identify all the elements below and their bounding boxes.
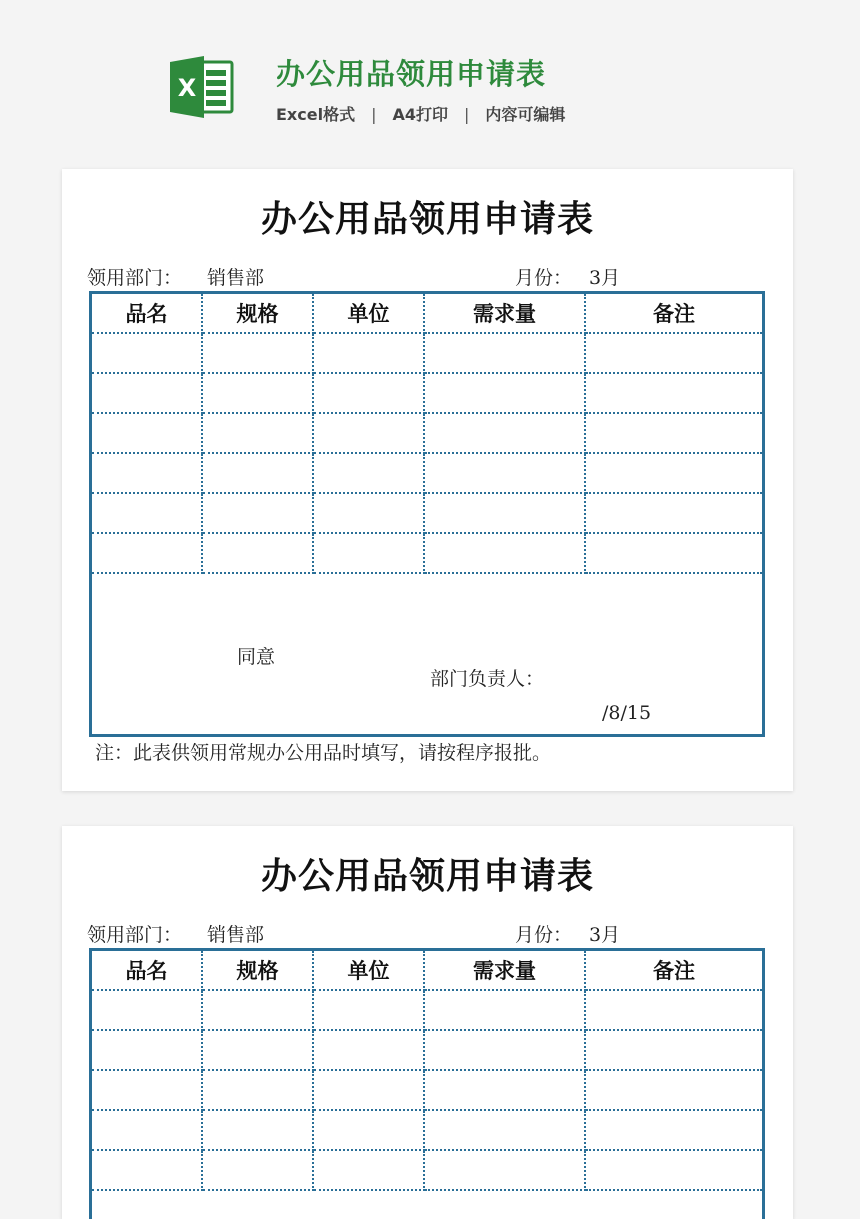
- column-header: 单位: [314, 294, 425, 334]
- table-cell[interactable]: [314, 374, 425, 414]
- table-cell[interactable]: [92, 1111, 203, 1151]
- table-cell[interactable]: [425, 991, 586, 1031]
- table-cell[interactable]: [203, 1031, 314, 1071]
- table-cell[interactable]: [586, 374, 762, 414]
- approval-area: [92, 574, 762, 734]
- form-sheet: [62, 169, 793, 791]
- column-header: 单位: [314, 951, 425, 991]
- table-cell[interactable]: [92, 454, 203, 494]
- form-note: 注：此表供领用常规办公用品时填写，请按程序报批。: [95, 742, 552, 764]
- table-cell[interactable]: [203, 991, 314, 1031]
- table-cell[interactable]: [425, 334, 586, 374]
- logo-letter: X: [177, 74, 197, 102]
- tag-separator: |: [464, 105, 470, 124]
- table-cell[interactable]: [425, 534, 586, 574]
- table-cell[interactable]: [425, 494, 586, 534]
- dept-label: 领用部门：: [87, 267, 183, 289]
- table-header-row: [92, 294, 762, 334]
- table-cell[interactable]: [203, 414, 314, 454]
- request-table: [89, 291, 765, 737]
- table-cell[interactable]: [203, 1151, 314, 1191]
- table-cell[interactable]: [314, 1151, 425, 1191]
- table-cell[interactable]: [203, 1111, 314, 1151]
- table-cell[interactable]: [92, 494, 203, 534]
- table-cell[interactable]: [314, 1071, 425, 1111]
- table-cell[interactable]: [425, 1151, 586, 1191]
- table-cell[interactable]: [314, 414, 425, 454]
- table-header-row: [92, 951, 762, 991]
- column-header: 规格: [203, 951, 314, 991]
- header-title: 办公用品领用申请表: [276, 57, 547, 91]
- dept-head-label: 部门负责人：: [430, 668, 545, 690]
- approval-date: /8/15: [602, 702, 652, 724]
- table-cell[interactable]: [203, 1071, 314, 1111]
- column-header: 备注: [586, 294, 762, 334]
- column-header: 需求量: [425, 294, 586, 334]
- table-cell[interactable]: [203, 494, 314, 534]
- table-cell[interactable]: [586, 454, 762, 494]
- column-header: 需求量: [425, 951, 586, 991]
- table-cell[interactable]: [586, 414, 762, 454]
- tag-separator: |: [371, 105, 377, 124]
- table-cell[interactable]: [586, 1151, 762, 1191]
- dept-value: 销售部: [207, 924, 265, 946]
- table-cell[interactable]: [203, 334, 314, 374]
- table-cell[interactable]: [425, 1031, 586, 1071]
- table-cell[interactable]: [314, 534, 425, 574]
- header-tags: [276, 102, 565, 125]
- table-cell[interactable]: [203, 454, 314, 494]
- table-cell[interactable]: [203, 534, 314, 574]
- approval-agree: 同意: [237, 646, 276, 668]
- excel-icon: [170, 56, 234, 118]
- table-cell[interactable]: [314, 991, 425, 1031]
- table-cell[interactable]: [314, 454, 425, 494]
- page-header: [0, 0, 860, 150]
- request-table: [89, 948, 765, 1219]
- table-cell[interactable]: [586, 1071, 762, 1111]
- month-label: 月份：: [515, 924, 573, 946]
- table-cell[interactable]: [586, 494, 762, 534]
- month-value: 3月: [589, 267, 621, 289]
- table-cell[interactable]: [425, 1071, 586, 1111]
- table-cell[interactable]: [314, 1031, 425, 1071]
- form-title: 办公用品领用申请表: [260, 855, 594, 897]
- column-header: 备注: [586, 951, 762, 991]
- table-cell[interactable]: [92, 414, 203, 454]
- table-cell[interactable]: [314, 334, 425, 374]
- column-header: 品名: [92, 951, 203, 991]
- form-sheet: [62, 826, 793, 1219]
- month-label: 月份：: [515, 267, 573, 289]
- table-cell[interactable]: [314, 494, 425, 534]
- table-cell[interactable]: [425, 414, 586, 454]
- table-cell[interactable]: [586, 334, 762, 374]
- table-cell[interactable]: [92, 374, 203, 414]
- table-cell[interactable]: [203, 374, 314, 414]
- column-header: 规格: [203, 294, 314, 334]
- table-body: [92, 991, 762, 1191]
- table-cell[interactable]: [92, 1031, 203, 1071]
- table-cell[interactable]: [92, 991, 203, 1031]
- dept-value: 销售部: [207, 267, 265, 289]
- tag-format: Excel格式: [276, 105, 356, 124]
- table-cell[interactable]: [425, 374, 586, 414]
- form-title: 办公用品领用申请表: [260, 198, 594, 240]
- month-value: 3月: [589, 924, 621, 946]
- table-cell[interactable]: [92, 334, 203, 374]
- table-cell[interactable]: [314, 1111, 425, 1151]
- table-cell[interactable]: [92, 1151, 203, 1191]
- table-cell[interactable]: [586, 1111, 762, 1151]
- table-cell[interactable]: [586, 1031, 762, 1071]
- dept-label: 领用部门：: [87, 924, 183, 946]
- table-cell[interactable]: [586, 991, 762, 1031]
- table-cell[interactable]: [92, 1071, 203, 1111]
- tag-print: A4打印: [392, 105, 448, 124]
- table-cell[interactable]: [425, 1111, 586, 1151]
- table-cell[interactable]: [425, 454, 586, 494]
- table-cell[interactable]: [92, 534, 203, 574]
- column-header: 品名: [92, 294, 203, 334]
- tag-editable: 内容可编辑: [485, 105, 566, 124]
- table-body: [92, 334, 762, 574]
- table-cell[interactable]: [586, 534, 762, 574]
